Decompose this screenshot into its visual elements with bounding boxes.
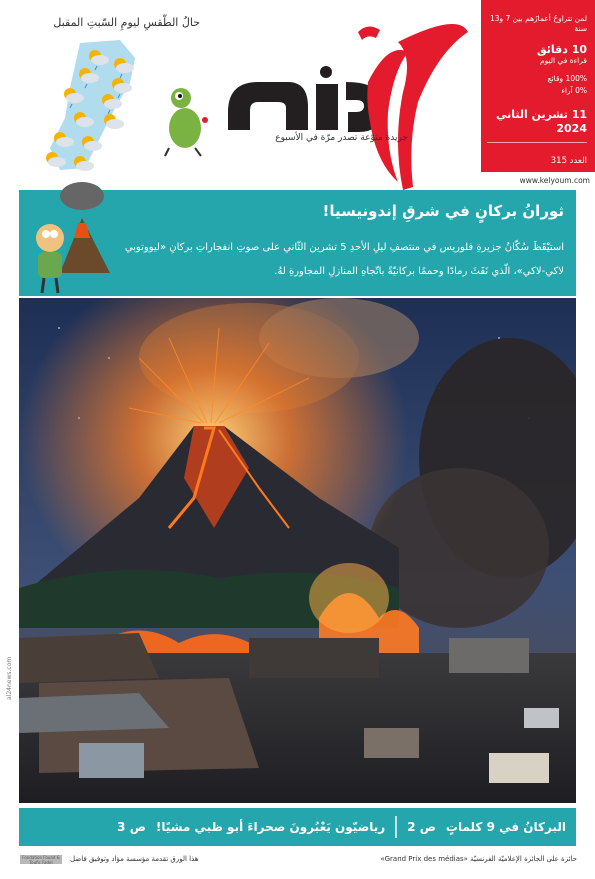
award-note: حائزة على الجائزة الإعلاميّة الفرنسيّة «Grand Prix des médias» (380, 855, 577, 863)
logo-text: كل يوم (208, 12, 211, 13)
divider (487, 142, 587, 143)
audience-text: لمن تتراوحُ أعمارُهم بين 7 و13 سنة (489, 14, 587, 33)
website-link[interactable]: www.kelyoum.com (519, 176, 590, 185)
kelyoum-logo (208, 12, 478, 192)
opinions-row (487, 86, 587, 96)
tagline: جريدة منوّعة تصدر مرّة في الأسبوع (275, 133, 408, 143)
lead-paragraph: استيْقَظَ سُكّانُ جزيرةِ فلوريس في منتصفِ ليلِ الأحدِ 5 تشرين الثّاني على صوتِ انفجاراتِ بركانِ «ليووتوبي لاكي-لاكي»، الّذي نَفَثَ رمادًا وحممًا بركانيّةً باتّجاهِ المنازلِ المجاورةِ لهُ. (124, 242, 564, 277)
sponsor-text: هذا الورق تقدمة مؤسسة مؤاد وتوفيق فاضل (70, 855, 199, 863)
facts-stat: 100% وقائع (547, 74, 587, 83)
photo-credit: al24news.com (6, 656, 13, 700)
teaser-bar (19, 808, 576, 846)
reading-note: قراءة في اليوم (539, 56, 587, 65)
teaser-2-text[interactable]: رياضيّون يَعْبُرونَ صحراءَ أبو ظبي مشيًا! (155, 820, 386, 834)
teaser-1-page: ص 2 (407, 820, 436, 834)
teaser-separator (395, 816, 397, 838)
issue-number: العدد 315 (550, 156, 587, 166)
volcano-eruption-photo (19, 298, 576, 803)
weather-title: حالُ الطّقسِ ليومِ السّبتِ المقبل (53, 16, 200, 29)
sponsor-note (20, 855, 198, 864)
lebanon-weather-map (40, 38, 160, 173)
mascot-volcano-illustration (20, 178, 120, 298)
headline[interactable]: ثورانُ بركانٍ في شرقِ إندونيسيا! (322, 202, 564, 220)
opinions-stat: 0% آراء (561, 86, 587, 95)
facts-opinions (487, 74, 587, 84)
teaser-2-page: ص 3 (117, 820, 146, 834)
mascot-character (155, 78, 215, 158)
reading-time: 10 دقائق (536, 43, 587, 56)
issue-date-day: 11 تشرين الثاني (496, 108, 587, 121)
teaser-1-text[interactable]: البركانُ في 9 كلماتٍ (445, 820, 566, 834)
issue-date-year: 2024 (556, 122, 587, 135)
sponsor-logo: Fondation Fouad & Toufic Fadel (20, 855, 62, 864)
info-box (481, 0, 595, 172)
